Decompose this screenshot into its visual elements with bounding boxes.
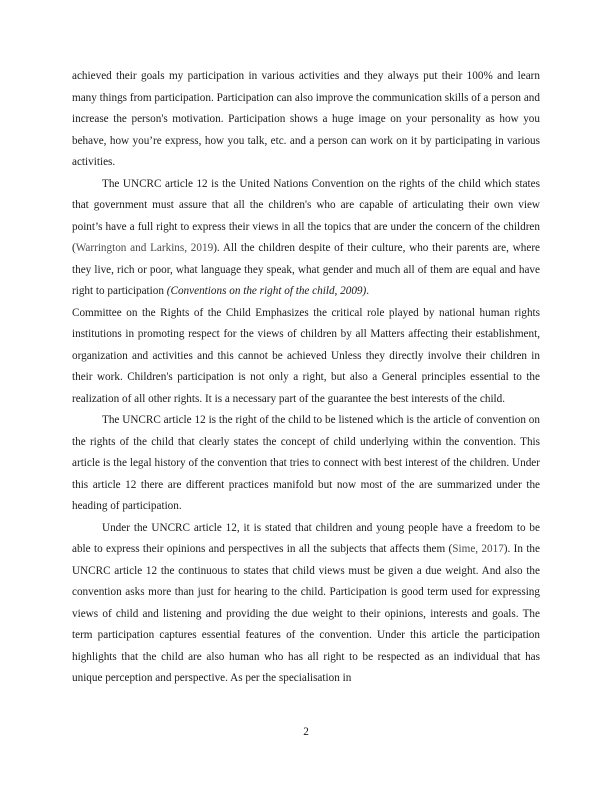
citation-sime: Sime, 2017 <box>452 543 504 555</box>
paragraph-text: ). All the children despite of their culture, who their parents are, where they live, rich or poor, what language they speak, what gender and much all of them are equal and have right to participation <box>72 242 541 297</box>
paragraph-uncrc-article-12-definition <box>72 174 540 303</box>
paragraph-committee-rights-child: Committee on the Rights of the Child Emphasizes the critical role played by national human rights institutions in promoting respect for the views of children by all Matters affecting their establishment, organization and activities and this cannot be achieved Unless they directly involve their children in their work. Children's participation is not only a right, but also a General principles essential to the realization of all other rights. It is a necessary part of the guarantee the best interests of the child. <box>72 306 540 405</box>
paragraph-right-to-be-listened: The UNCRC article 12 is the right of the child to be listened which is the article of convention on the rights of the child that clearly states the concept of child underlying within the convention. This article is the legal history of the convention that tries to connect with best interest of the children. Under this article 12 there are different practices manifold but now most of the are summarized under the heading of participation. <box>72 414 540 512</box>
paragraph-text: The UNCRC article 12 is the United Nations Convention on the rights of the child which states that government must assure that all the children's who are capable of articulating their own view point’s have a full right to express their views in all the topics that are under the concern of the children ( <box>72 177 540 254</box>
document-page <box>72 66 540 690</box>
citation-warrington-larkins: Warrington and Larkins, 2019 <box>75 242 214 254</box>
paragraph-participation-benefits: achieved their goals my participation in various activities and they always put their 100% and learn many things from participation. Participation can also improve the communication skills of a person and increase the person's motivation. Participation shows a huge image on your personality as how you behave, how you’re express, how you talk, etc. and a person can work on it by participating in various activities. <box>72 70 540 168</box>
citation-conventions-right-of-child: (Conventions on the right of the child, 2009) <box>166 285 367 297</box>
paragraph-text: ). In the UNCRC article 12 the continuous to states that child views must be given a due weight. And also the convention asks more than just for hearing to the child. Participation is good term used for expressing views of child and listening and providing the due weight to their opinions, interests and goals. The term participation captures essential features of the convention. Under this article the participation highlights that the child are also human who has all right to be respected as an individual that has unique perception and perspective. As per the specialisation in <box>72 543 540 684</box>
paragraph-text: . <box>366 285 370 297</box>
paragraph-text: Under the UNCRC article 12, it is stated that children and young people have a freedom to be able to express their opinions and perspectives in all the subjects that affects them ( <box>72 521 540 555</box>
page-number: 2 <box>303 726 309 738</box>
paragraph-freedom-to-express <box>72 518 540 690</box>
